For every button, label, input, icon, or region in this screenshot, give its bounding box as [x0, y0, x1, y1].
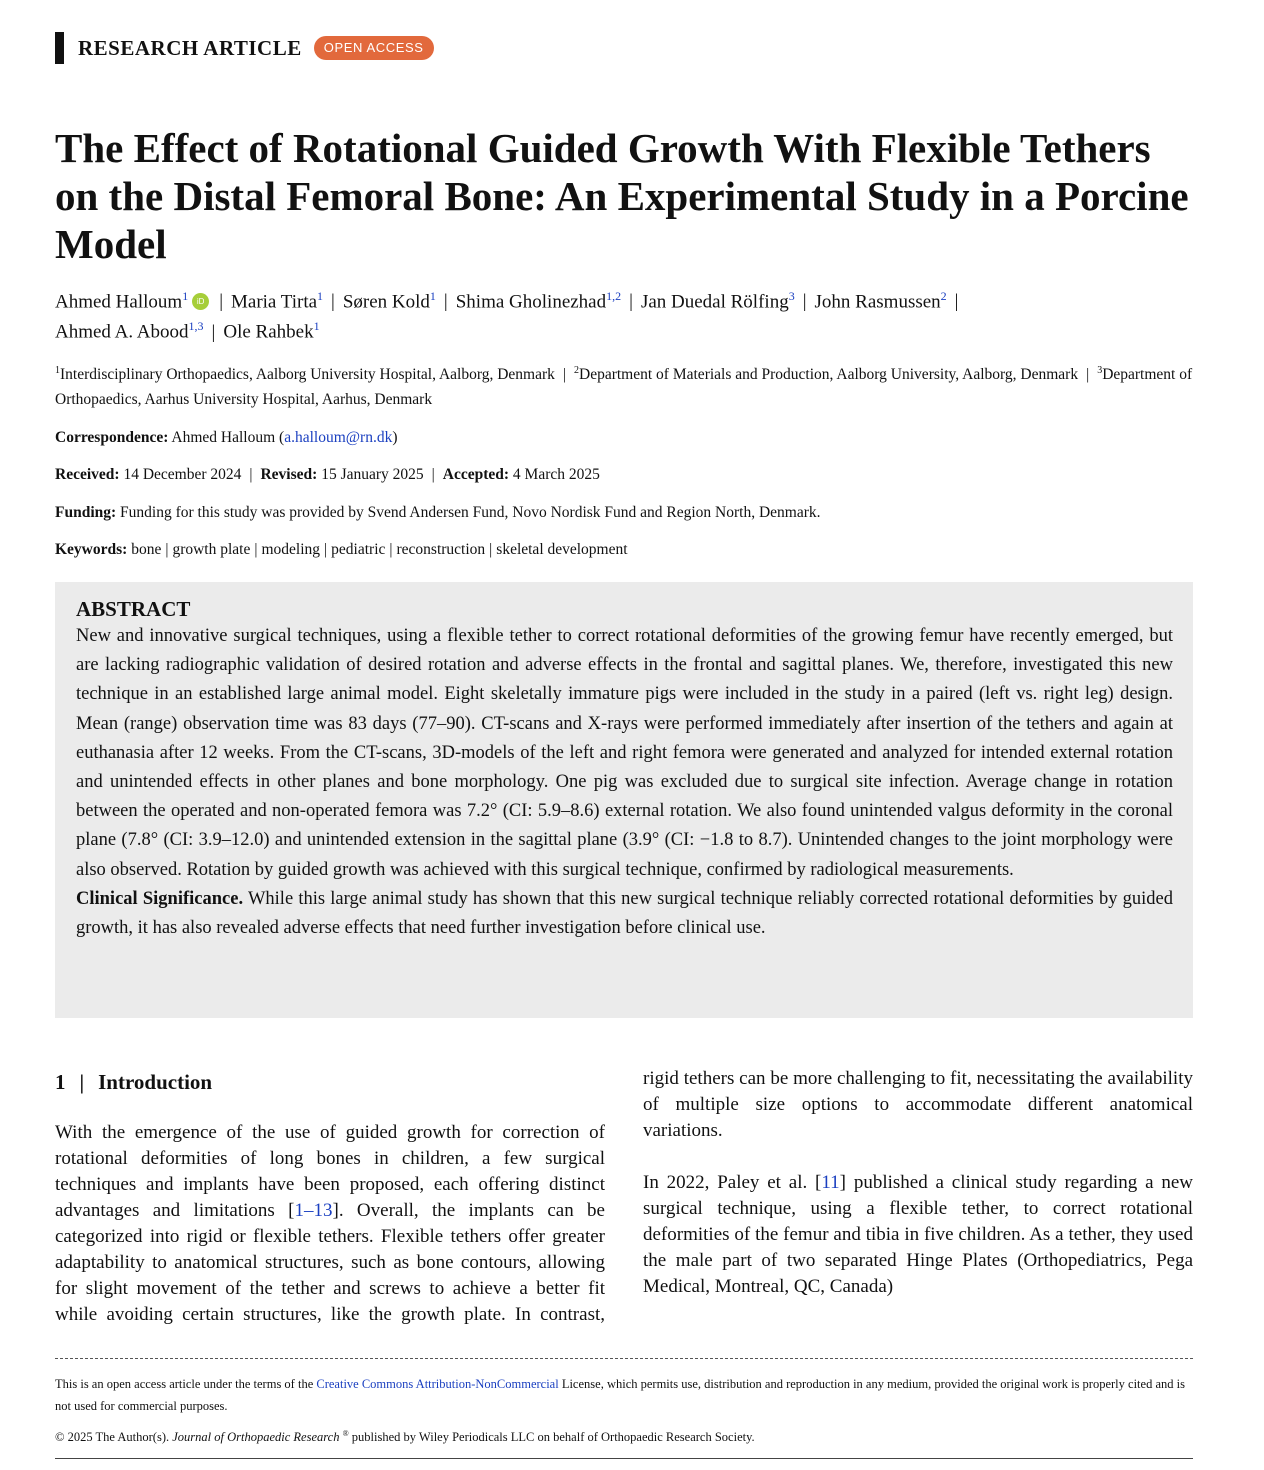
- received-date: 14 December 2024: [123, 466, 242, 483]
- correspondence-email-link[interactable]: a.halloum@rn.dk: [284, 429, 393, 446]
- intro-paragraph-1-continued: [643, 1068, 1193, 1144]
- accepted-date: 4 March 2025: [512, 466, 600, 483]
- license-text: License, which permits use, distribution and reproduction in any medium, provided the original work is properly cited and is not used for commercial purposes.: [55, 1377, 1185, 1413]
- author-affiliation-sup[interactable]: 1,2: [606, 289, 622, 303]
- affiliations: $^1$Interdisciplinary Orthopaedics, Aalborg University Hospital, Aalborg, Denmark | $^2$Department of Materials and Production, Aalborg University, Aalborg, Denmark | $^3$Department of Orthopaedics, Aarhus University Hospital, Aarhus, Denmark: [55, 365, 1193, 409]
- keywords-label: Keywords:: [55, 541, 128, 558]
- funding: [55, 503, 1193, 523]
- author-name[interactable]: Shima Gholinezhad: [455, 291, 607, 313]
- author-name[interactable]: Ahmed A. Abood: [55, 321, 189, 343]
- abstract-box: [55, 582, 1193, 1018]
- paragraph-text: ] published a clinical study regarding a new surgical technique, using a flexible tether, to correct rotational deformities of the femur and tibia in five children. As a tether, they used the male part of two separated Hinge Plates (Orthopediatrics, Pega Medical, Montreal, QC, Canada): [643, 1172, 1193, 1297]
- right-column: [643, 1068, 1193, 1330]
- keyword: pediatric: [331, 541, 386, 558]
- license-link[interactable]: Creative Commons Attribution-NonCommercial: [316, 1377, 559, 1391]
- author-affiliation-sup[interactable]: 3: [788, 289, 795, 303]
- header-bar: [55, 32, 64, 64]
- article-type-label: RESEARCH ARTICLE: [78, 35, 302, 60]
- author-name[interactable]: Maria Tirta: [231, 291, 318, 313]
- keyword: reconstruction: [396, 541, 486, 558]
- copyright-text: published by Wiley Periodicals LLC on behalf of Orthopaedic Research Society.: [348, 1430, 755, 1445]
- author-affiliation-sup[interactable]: 1: [429, 289, 436, 303]
- affiliation-sup: 3: [1097, 365, 1103, 376]
- funding-label: Funding:: [55, 504, 117, 521]
- article-title: The Effect of Rotational Guided Growth With Flexible Tethers on the Distal Femoral Bone: An Experimental Study in a Porcine Model: [55, 125, 1189, 267]
- paragraph-text: ]. Overall, the implants can be categorized into rigid or flexible tethers. Flexible tethers offer greater adaptability to anatomical structures, such as bone contours, allowing for slight movement of the tether and screws to achieve a better fit while avoiding certain structures, like the growth plate. In contrast,: [55, 1200, 605, 1325]
- orcid-icon[interactable]: iD: [192, 293, 209, 310]
- paragraph-text: With the emergence of the use of guided growth for correction of rotational deformities of long bones in children, a few surgical techniques and implants have been proposed, each offering distinct advantages and limitations [: [55, 1122, 605, 1221]
- copyright-note: [55, 1423, 1193, 1448]
- clinical-significance-text: While this large animal study has shown that this new surgical technique reliably corrected rotational deformities by guided growth, it has also revealed adverse effects that need further investigation before clinical use.: [76, 888, 1174, 939]
- author-list: Ahmed Halloum$^1$ iD | Maria Tirta$^1$ | Søren Kold$^1$ | Shima Gholinezhad$^{1,2}$ | Jan Duedal Rölfing$^3$ | John Rasmussen$^2$ | Ahmed A. Abood$^{1,3}$ | Ole Rahbek$^1$: [55, 289, 959, 343]
- clinical-significance-label: Clinical Significance.: [76, 888, 244, 909]
- keyword: growth plate: [172, 541, 251, 558]
- funding-text: Funding for this study was provided by Svend Andersen Fund, Novo Nordisk Fund and Region North, Denmark.: [120, 504, 821, 521]
- license-note: [55, 1373, 1193, 1417]
- affiliation-sup: 1: [55, 365, 60, 376]
- affiliation-sup: 2: [574, 365, 580, 376]
- author-affiliation-sup[interactable]: 2: [940, 289, 947, 303]
- section-divider: |: [79, 1070, 85, 1094]
- section-title: Introduction: [98, 1070, 213, 1094]
- correspondence-label: Correspondence:: [55, 429, 169, 446]
- footer-rule: [55, 1458, 1193, 1459]
- affiliation: Interdisciplinary Orthopaedics, Aalborg University Hospital, Aalborg, Denmark: [60, 366, 555, 384]
- journal-name: Journal of Orthopaedic Research: [172, 1430, 340, 1445]
- paragraph-text: rigid tethers can be more challenging to fit, necessitating the availability of multiple size options to accommodate different anatomical variations.: [643, 1068, 1193, 1141]
- intro-paragraph-2: [643, 1170, 1193, 1300]
- paragraph-text: In 2022, Paley et al. [: [643, 1172, 822, 1193]
- keywords: Keywords: bone | growth plate | modeling | pediatric | reconstruction | skeletal development: [55, 541, 628, 558]
- correspondence: Correspondence: Ahmed Halloum (a.halloum@rn.dk): [55, 429, 398, 446]
- open-access-badge: OPEN ACCESS: [314, 36, 434, 60]
- author-name[interactable]: Jan Duedal Rölfing: [640, 291, 789, 313]
- revised-date: 15 January 2025: [321, 466, 424, 483]
- author-name[interactable]: John Rasmussen: [814, 291, 941, 313]
- left-column: [55, 1068, 605, 1330]
- accepted-label: Accepted:: [442, 466, 510, 483]
- author-affiliation-sup[interactable]: 1: [313, 319, 320, 334]
- article-header: [55, 32, 434, 64]
- license-text: This is an open access article under the terms of the: [55, 1377, 317, 1391]
- correspondence-name: Ahmed Halloum: [171, 429, 276, 446]
- received-label: Received:: [55, 466, 120, 483]
- author-affiliation-sup[interactable]: 1,3: [188, 319, 204, 334]
- intro-paragraph-1: [55, 1120, 605, 1330]
- affiliation: Department of Orthopaedics, Aarhus University Hospital, Aarhus, Denmark: [55, 366, 1193, 409]
- section-number: 1: [55, 1070, 66, 1094]
- article-dates: Received: 14 December 2024 | Revised: 15 January 2025 | Accepted: 4 March 2025: [55, 466, 600, 483]
- abstract-heading: ABSTRACT: [76, 597, 191, 621]
- author-name[interactable]: Ahmed Halloum: [55, 291, 183, 313]
- keyword: bone: [131, 541, 162, 558]
- revised-label: Revised:: [260, 466, 318, 483]
- copyright-text: © 2025 The Author(s).: [55, 1430, 173, 1445]
- author-name[interactable]: Ole Rahbek: [223, 321, 314, 343]
- keyword: modeling: [261, 541, 321, 558]
- citation-link[interactable]: 1–13: [294, 1200, 333, 1221]
- section-heading: [55, 1068, 605, 1096]
- keyword: skeletal development: [496, 541, 628, 558]
- registered-mark: ®: [342, 1429, 349, 1438]
- author-affiliation-sup[interactable]: 1: [182, 289, 189, 303]
- right-column-flow: [643, 1068, 1193, 1300]
- footer: [55, 1373, 1193, 1448]
- clinical-significance: [76, 885, 1173, 943]
- author-name[interactable]: Søren Kold: [342, 291, 430, 313]
- affiliation: Department of Materials and Production, Aalborg University, Aalborg, Denmark: [579, 366, 1079, 384]
- citation-link[interactable]: 11: [821, 1172, 840, 1193]
- author-affiliation-sup[interactable]: 1: [317, 289, 324, 303]
- abstract-text: New and innovative surgical techniques, using a flexible tether to correct rotational deformities of the growing femur have recently emerged, but are lacking radiographic validation of desired rotation and adverse effects in the frontal and sagittal planes. We, therefore, investigated this new technique in an established large animal model. Eight skeletally immature pigs were included in the study in a paired (left vs. right leg) design. Mean (range) observation time was 83 days (77–90). CT-scans and X-rays were performed immediately after insertion of the tethers and again at euthanasia after 12 weeks. From the CT-scans, 3D-models of the left and right femora were generated and analyzed for intended external rotation and unintended effects in other planes and bone morphology. One pig was excluded due to surgical site infection. Average change in rotation between the operated and non-operated femora was 7.2° (CI: 5.9–8.6) external rotation. We also found unintended valgus deformity in the coronal plane (7.8° (CI: 3.9–12.0) and unintended extension in the sagittal plane (3.9° (CI: −1.8 to 8.7). Unintended changes to the joint morphology were also observed. Rotation by guided growth was achieved with this surgical technique, confirmed by radiological measurements.: [76, 626, 1173, 880]
- footer-divider: [55, 1358, 1193, 1359]
